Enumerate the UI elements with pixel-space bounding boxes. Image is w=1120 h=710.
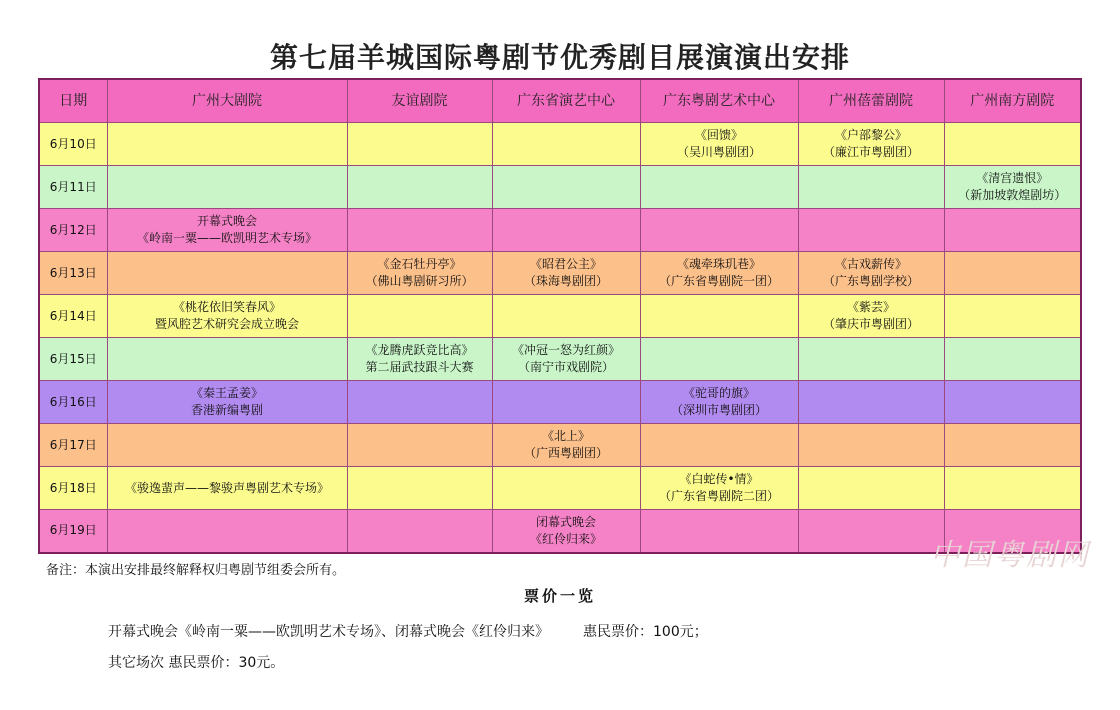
performance-cell [492, 424, 640, 467]
performance-title: 《紫芸》 [846, 300, 895, 314]
date-cell: 6月10日 [39, 123, 107, 166]
performance-title: 闭幕式晚会 [535, 514, 596, 529]
price-line-other: 其它场次 惠民票价：30元。 [108, 655, 285, 671]
table-row [39, 424, 1081, 467]
column-header-guangzhou-grand-theatre: 广州大剧院 [107, 79, 347, 123]
performance-cell [347, 338, 492, 381]
performance-cell [492, 252, 640, 295]
page-title: 第七届羊城国际粤剧节优秀剧目展演演出安排 [269, 41, 850, 74]
performance-troupe: 《红伶归来》 [529, 531, 602, 546]
performance-troupe: （广西粤剧团） [523, 446, 608, 460]
performance-troupe: （佛山粤剧研习所） [365, 274, 474, 288]
performance-cell [944, 338, 1081, 381]
performance-troupe: （南宁市戏剧院） [517, 360, 614, 374]
performance-cell [107, 467, 347, 510]
performance-cell [492, 467, 640, 510]
performance-title: 《桃花依旧笑春风》 [172, 300, 281, 314]
performance-title: 《昭君公主》 [529, 257, 602, 271]
performance-title: 《驼哥的旗》 [682, 386, 755, 400]
performance-cell [347, 295, 492, 338]
performance-cell [944, 209, 1081, 252]
performance-cell [640, 381, 798, 424]
performance-cell [347, 381, 492, 424]
column-header-date: 日期 [39, 79, 107, 123]
performance-cell [107, 338, 347, 381]
performance-cell [798, 467, 944, 510]
performance-troupe: （珠海粤剧团） [523, 274, 608, 288]
table-row [39, 510, 1081, 553]
performance-cell [798, 209, 944, 252]
column-header-cantonese-opera-art-center: 广东粤剧艺术中心 [640, 79, 798, 123]
performance-cell [798, 123, 944, 166]
performance-cell [492, 209, 640, 252]
performance-troupe: 香港新编粤剧 [190, 403, 263, 417]
performance-cell [944, 381, 1081, 424]
performance-cell [798, 381, 944, 424]
performance-title: 《骏逸蜚声——黎骏声粤剧艺术专场》 [124, 480, 329, 495]
performance-cell [640, 252, 798, 295]
date-cell: 6月13日 [39, 252, 107, 295]
performance-troupe: （广东粤剧学校） [822, 274, 919, 288]
performance-cell [347, 467, 492, 510]
performance-cell [492, 123, 640, 166]
price-line-opening-closing [108, 621, 708, 641]
performance-troupe: （广东省粤剧院一团） [658, 274, 779, 288]
performance-title: 《冲冠一怒为红颜》 [511, 343, 620, 357]
performance-cell [798, 166, 944, 209]
schedule-table [38, 78, 1082, 554]
performance-troupe: （吴川粤剧团） [676, 145, 761, 159]
performance-troupe: （新加坡敦煌剧坊） [958, 188, 1067, 202]
date-cell: 6月18日 [39, 467, 107, 510]
date-cell: 6月16日 [39, 381, 107, 424]
performance-cell [347, 252, 492, 295]
performance-troupe: （深圳市粤剧团） [670, 403, 767, 417]
date-cell: 6月11日 [39, 166, 107, 209]
column-header-friendship-theatre: 友谊剧院 [347, 79, 492, 123]
price-line-events: 开幕式晚会《岭南一粟——欧凯明艺术专场》、闭幕式晚会《红伶归来》 [108, 624, 549, 640]
performance-cell [107, 123, 347, 166]
performance-cell [107, 252, 347, 295]
performance-cell [107, 166, 347, 209]
performance-cell [640, 209, 798, 252]
performance-cell [347, 166, 492, 209]
performance-title: 《魂牵珠玑巷》 [676, 257, 761, 271]
price-section-title: 票价一览 [523, 587, 596, 605]
performance-cell [640, 123, 798, 166]
column-header-nanfang-theatre: 广州南方剧院 [944, 79, 1081, 123]
price-line-value: 惠民票价：100元； [583, 624, 708, 640]
date-cell: 6月15日 [39, 338, 107, 381]
performance-cell [798, 510, 944, 553]
performance-cell [107, 295, 347, 338]
performance-cell [107, 381, 347, 424]
footnote: 备注：本演出安排最终解释权归粤剧节组委会所有。 [46, 563, 346, 578]
performance-troupe: （广东省粤剧院二团） [658, 489, 779, 503]
performance-cell [347, 424, 492, 467]
performance-cell [944, 123, 1081, 166]
table-row [39, 338, 1081, 381]
performance-cell [492, 166, 640, 209]
performance-cell [107, 424, 347, 467]
performance-troupe: 暨风腔艺术研究会成立晚会 [154, 317, 299, 331]
table-row [39, 252, 1081, 295]
performance-cell [944, 166, 1081, 209]
performance-troupe: （肇庆市粤剧团） [822, 317, 919, 331]
performance-title: 《北上》 [541, 429, 590, 443]
table-row [39, 467, 1081, 510]
performance-title: 《回馈》 [694, 128, 743, 142]
performance-cell [107, 209, 347, 252]
performance-cell [492, 338, 640, 381]
performance-cell [944, 467, 1081, 510]
performance-title: 《金石牡丹亭》 [377, 257, 462, 271]
table-row [39, 381, 1081, 424]
table-row [39, 166, 1081, 209]
performance-troupe: 《岭南一粟——欧凯明艺术专场》 [136, 231, 317, 245]
column-header-beilei-theatre: 广州蓓蕾剧院 [798, 79, 944, 123]
performance-title: 《龙腾虎跃竞比高》 [365, 343, 474, 357]
performance-cell [640, 510, 798, 553]
date-cell: 6月17日 [39, 424, 107, 467]
performance-cell [107, 510, 347, 553]
performance-cell [944, 252, 1081, 295]
performance-cell [798, 424, 944, 467]
column-header-guangdong-performing-arts-center: 广东省演艺中心 [492, 79, 640, 123]
performance-cell [798, 252, 944, 295]
performance-cell [944, 295, 1081, 338]
performance-cell [347, 123, 492, 166]
performance-cell [798, 338, 944, 381]
performance-title: 《白蛇传•情》 [679, 472, 759, 486]
performance-cell [347, 510, 492, 553]
performance-cell [640, 467, 798, 510]
table-header-row [39, 79, 1081, 123]
schedule-body [39, 123, 1081, 553]
performance-title: 开幕式晚会 [196, 214, 257, 228]
performance-cell [798, 295, 944, 338]
performance-title: 《户部黎公》 [834, 128, 907, 142]
performance-cell [347, 209, 492, 252]
performance-cell [492, 510, 640, 553]
table-row [39, 123, 1081, 166]
performance-cell [640, 424, 798, 467]
date-cell: 6月14日 [39, 295, 107, 338]
date-cell: 6月12日 [39, 209, 107, 252]
performance-troupe: 第二届武技跟斗大赛 [365, 360, 474, 374]
performance-cell [492, 381, 640, 424]
performance-cell [640, 166, 798, 209]
performance-title: 《清宫遗恨》 [976, 171, 1049, 185]
performance-cell [492, 295, 640, 338]
table-row [39, 209, 1081, 252]
performance-troupe: （廉江市粤剧团） [822, 145, 919, 159]
table-row [39, 295, 1081, 338]
performance-cell [640, 295, 798, 338]
performance-title: 《秦王孟姜》 [190, 386, 263, 400]
watermark-logo: 中国粤剧网 [930, 538, 1090, 573]
performance-cell [640, 338, 798, 381]
performance-title: 《古戏薪传》 [834, 257, 907, 271]
date-cell: 6月19日 [39, 510, 107, 553]
performance-cell [944, 424, 1081, 467]
